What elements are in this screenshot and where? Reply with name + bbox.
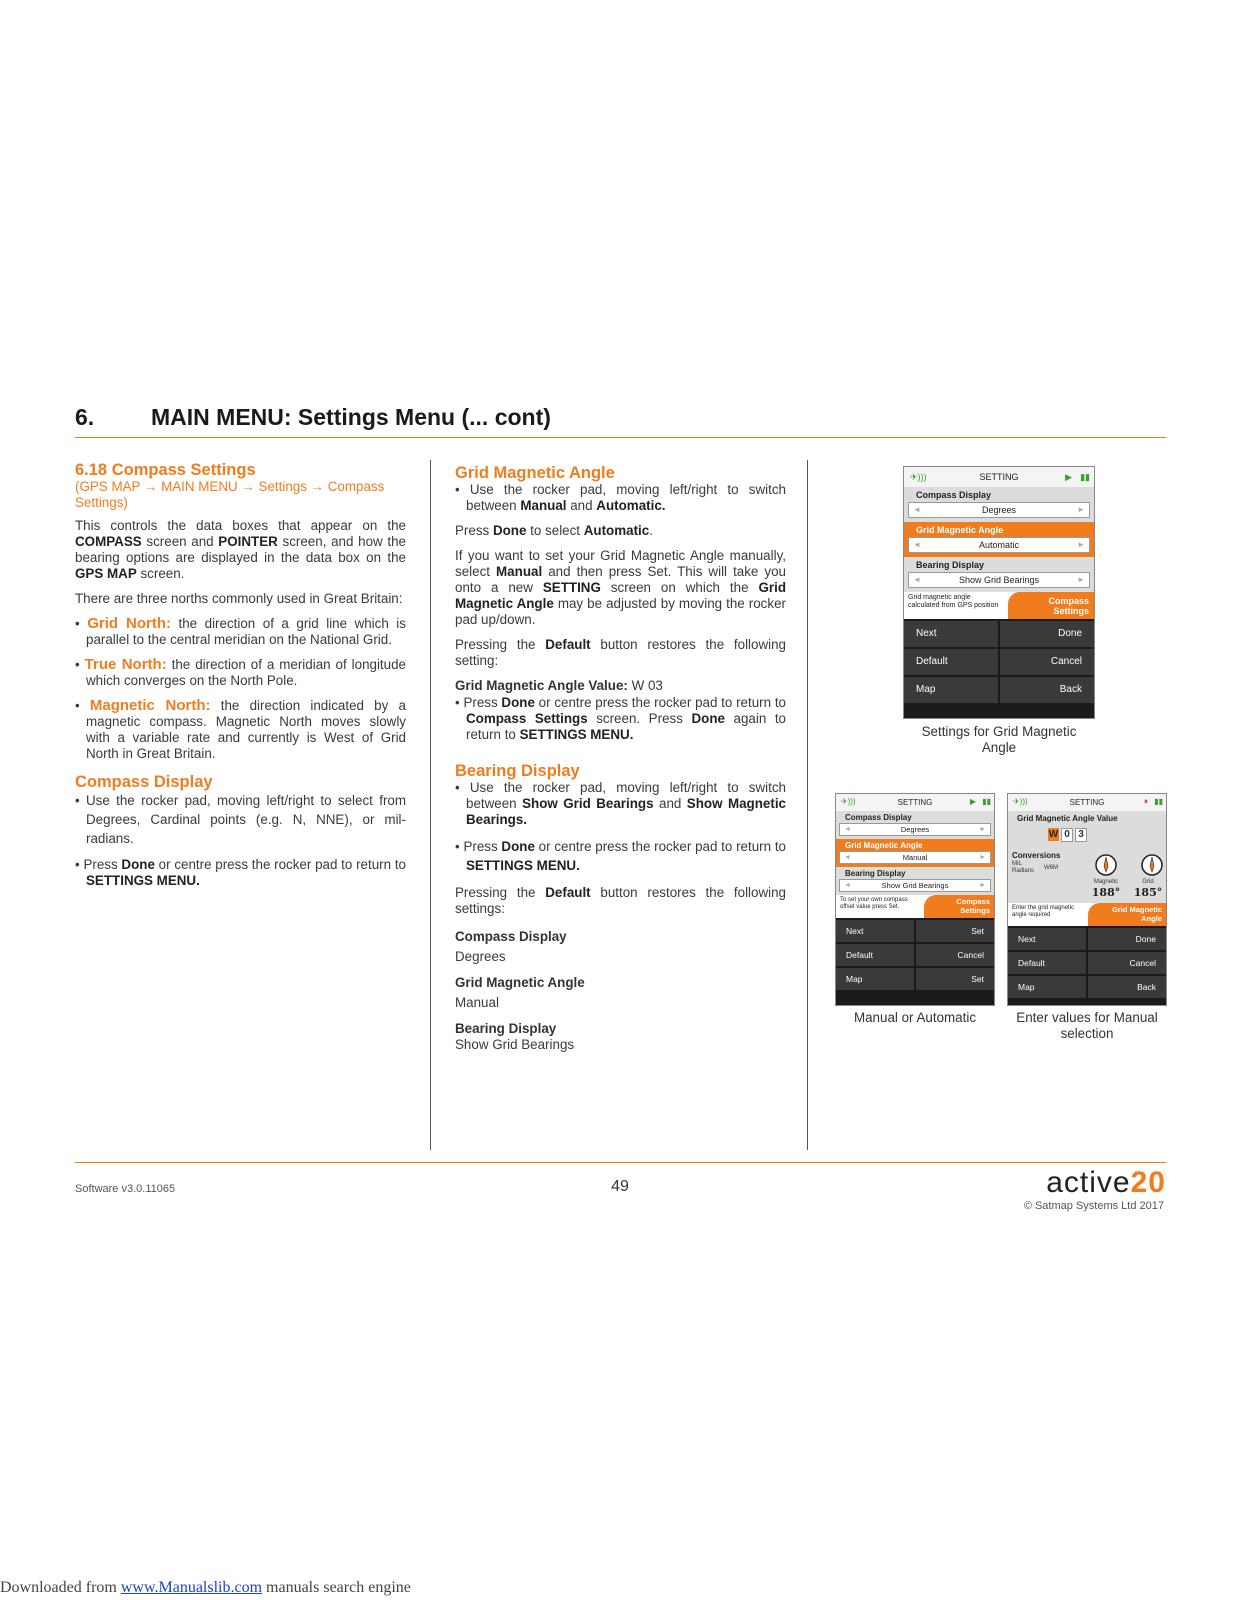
grid-value: 185° (1133, 886, 1163, 899)
norths-paragraph: There are three norths commonly used in Great Britain: (75, 591, 403, 606)
arrow-right-icon: ► (979, 882, 986, 889)
map-button[interactable]: Map (836, 968, 914, 990)
conversions-label: Conversions (1012, 851, 1061, 860)
gma-default-paragraph: Pressing the Default button restores the following setting: (455, 637, 787, 668)
satellite-signal-icon: ✈))) (1013, 797, 1028, 806)
grid-magnetic-angle-heading: Grid Magnetic Angle (455, 464, 615, 482)
map-button[interactable]: Map (1008, 976, 1086, 998)
info-panel: To set your own compass offset value press Set. Compass Settings (836, 895, 994, 918)
section-number: 6. (75, 404, 95, 430)
info-panel: Grid magnetic angle calculated from GPS position Compass Settings (904, 592, 1094, 619)
compass-display-item-2: • Press Done or centre press the rocker pad to return to SETTINGS MENU. (75, 857, 407, 888)
arrow-left-icon: ◄ (913, 575, 921, 584)
battery-icon: ▮▮ (1080, 472, 1090, 482)
play-status-icon: ▶ (1065, 472, 1072, 482)
magnetic-compass-icon (1094, 853, 1118, 877)
default-button[interactable]: Default (1008, 952, 1086, 974)
magnetic-north-item: • Magnetic North: the direction indicated by a magnetic compass. Magnetic North moves slowly with a variable rate and currently is West of Grid North in Great Britain. (75, 697, 406, 761)
device-screen-automatic (903, 466, 1095, 719)
screen-title-bar (836, 794, 994, 811)
default-bearing-label: Bearing Display (455, 1021, 557, 1036)
bearing-item-1: • Use the rocker pad, moving left/right to switch between Show Grid Bearings and Show Magnetic Bearings. (455, 780, 786, 827)
cancel-button[interactable]: Cancel (1088, 952, 1166, 974)
grid-compass-icon (1140, 853, 1164, 877)
set-button[interactable]: Set (916, 920, 994, 942)
gma-manual-paragraph: If you want to set your Grid Magnetic Angle manually, select Manual and then press Set. This will take you onto a new SETTING screen on which the Grid Magnetic Angle may be adjusted by moving the rocker pad up/down. (455, 548, 787, 627)
arrow-left-icon: ◄ (844, 854, 851, 861)
map-button[interactable]: Map (904, 677, 998, 703)
cancel-button[interactable]: Cancel (1000, 649, 1094, 675)
footer-rule (75, 1162, 1166, 1163)
tens-digit[interactable]: 0 (1061, 828, 1073, 842)
back-button[interactable]: Back (1088, 976, 1166, 998)
column-1 (75, 462, 406, 898)
gma-value-line: Grid Magnetic Angle Value: W 03 (455, 678, 663, 693)
arrow-right-icon: ► (979, 826, 986, 833)
header-rule (75, 437, 1166, 438)
gma-item-2: • Press Done or centre press the rocker pad to return to Compass Settings screen. Press Done again to return to SETTINGS MENU. (455, 695, 787, 742)
column-divider-1 (430, 460, 431, 1150)
bearing-display-heading: Bearing Display (455, 762, 580, 780)
compass-settings-heading: 6.18 Compass Settings (75, 461, 256, 479)
back-button[interactable]: Back (1000, 677, 1094, 703)
default-compass-display-label: Compass Display (455, 929, 567, 944)
arrow-left-icon: ◄ (913, 540, 921, 549)
default-button[interactable]: Default (904, 649, 998, 675)
screen-body (1008, 811, 1166, 926)
screen-body (836, 811, 994, 918)
next-button[interactable]: Next (1008, 928, 1086, 950)
conversion-units: MIL Radians (1012, 861, 1035, 874)
done-button[interactable]: Done (1000, 621, 1094, 647)
download-notice: Downloaded from www.Manualslib.com manuals search engine (0, 1579, 411, 1596)
next-button[interactable]: Next (904, 621, 998, 647)
caption-enter-values: Enter values for Manual selection (1016, 1010, 1158, 1041)
satellite-signal-icon: ✈))) (841, 797, 856, 806)
section-header (75, 404, 1166, 431)
compass-display-heading: Compass Display (75, 773, 213, 791)
arrow-left-icon: ◄ (844, 882, 851, 889)
angle-digits (1048, 828, 1087, 842)
screen-title-bar (904, 467, 1094, 487)
default-gma-label: Grid Magnetic Angle (455, 975, 585, 990)
gma-item-1: • Use the rocker pad, moving left/right to switch between Manual and Automatic. (455, 482, 786, 513)
satellite-signal-icon: ✈))) (910, 472, 927, 482)
menu-path: (GPS MAP → MAIN MENU → Settings → Compass Settings) (75, 479, 385, 510)
grid-label: Grid (1142, 879, 1154, 885)
caption-automatic: Settings for Grid Magnetic Angle (921, 724, 1077, 755)
bearing-default-paragraph: Pressing the Default button restores the following settings: (455, 885, 787, 916)
soft-buttons (904, 619, 1094, 703)
cancel-button[interactable]: Cancel (916, 944, 994, 966)
arrow-right-icon: ► (1077, 575, 1085, 584)
panel-tag: Compass Settings (1008, 592, 1094, 619)
screen-title-bar (1008, 794, 1166, 811)
battery-icon: ▮▮ (982, 797, 991, 806)
default-bearing-value: Show Grid Bearings (455, 1037, 575, 1052)
bearing-item-2: • Press Done or centre press the rocker pad to return to SETTINGS MENU. (455, 839, 787, 873)
panel-tag: Grid Magnetic Angle (1088, 903, 1166, 926)
default-gma-value: Manual (455, 995, 499, 1010)
direction-digit[interactable]: W (1048, 829, 1059, 840)
arrow-right-icon: ► (1077, 540, 1085, 549)
done-button[interactable]: Done (1088, 928, 1166, 950)
software-version: Software v3.0.11065 (75, 1183, 176, 1195)
copyright: © Satmap Systems Ltd 2017 (1023, 1200, 1164, 1212)
bearing-display-setting[interactable]: Bearing Display ◄ Show Grid Bearings ► (836, 867, 994, 895)
compass-display-setting[interactable]: Compass Display ◄ Degrees ► (904, 487, 1094, 522)
magnetic-label: Magnetic (1093, 879, 1119, 885)
device-screen-enter-values (1007, 793, 1167, 1006)
arrow-left-icon: ◄ (913, 505, 921, 514)
units-digit[interactable]: 3 (1075, 828, 1087, 842)
grid-north-item: • Grid North: the direction of a grid line which is parallel to the central meridian on the National Grid. (75, 615, 406, 647)
next-button[interactable]: Next (836, 920, 914, 942)
play-status-icon: ▶ (969, 797, 976, 806)
grid-magnetic-angle-setting[interactable]: Grid Magnetic Angle ◄ Automatic ► (904, 522, 1094, 557)
section-title: MAIN MENU: Settings Menu (... cont) (151, 404, 551, 430)
screen-title: SETTING (979, 472, 1019, 482)
info-panel: Enter the grid magnetic angle required Grid Magnetic Angle (1008, 903, 1166, 926)
compass-display-item-1: • Use the rocker pad, moving left/right to select from Degrees, Cardinal points (e.g. N, NNE), or mil-radians. (75, 793, 406, 846)
caption-manual: Manual or Automatic (853, 1010, 977, 1025)
compass-display-setting[interactable]: Compass Display ◄ Degrees ► (836, 811, 994, 839)
screen-body (904, 487, 1094, 619)
magnetic-value: 188° (1091, 886, 1121, 899)
screen-title: SETTING (897, 798, 933, 807)
panel-tag: Compass Settings (924, 895, 994, 918)
column-2 (455, 465, 786, 1053)
arrow-right-icon: ► (1077, 505, 1085, 514)
screen-title: SETTING (1069, 798, 1105, 807)
default-button[interactable]: Default (836, 944, 914, 966)
soft-buttons (1008, 926, 1166, 998)
true-north-item: • True North: the direction of a meridian of longitude which converges on the North Pole. (75, 656, 406, 688)
grid-magnetic-angle-setting[interactable]: Grid Magnetic Angle ◄ Manual ► (836, 839, 994, 867)
set-button-2[interactable]: Set (916, 968, 994, 990)
soft-buttons (836, 918, 994, 990)
arrow-right-icon: ► (979, 854, 986, 861)
manualslib-link[interactable]: www.Manualslib.com (120, 1579, 263, 1596)
value-title: Grid Magnetic Angle Value (1017, 814, 1118, 823)
arrow-left-icon: ◄ (844, 826, 851, 833)
brand-logo: active20 (1046, 1166, 1166, 1199)
page-number: 49 (611, 1178, 629, 1195)
gma-press-done: Press Done to select Automatic. (455, 523, 653, 538)
column-divider-2 (807, 460, 808, 1150)
conversion-value: W6M (1044, 865, 1058, 871)
default-compass-display-value: Degrees (455, 949, 506, 964)
pause-status-icon: ⏸ (1144, 797, 1148, 806)
bearing-display-setting[interactable]: Bearing Display ◄ Show Grid Bearings ► (904, 557, 1094, 592)
battery-icon: ▮▮ (1154, 797, 1163, 806)
intro-paragraph: This controls the data boxes that appear on the COMPASS screen and POINTER screen, and how the bearing options are displayed in the data box on the GPS MAP screen. (75, 518, 406, 581)
device-screen-manual (835, 793, 995, 1006)
